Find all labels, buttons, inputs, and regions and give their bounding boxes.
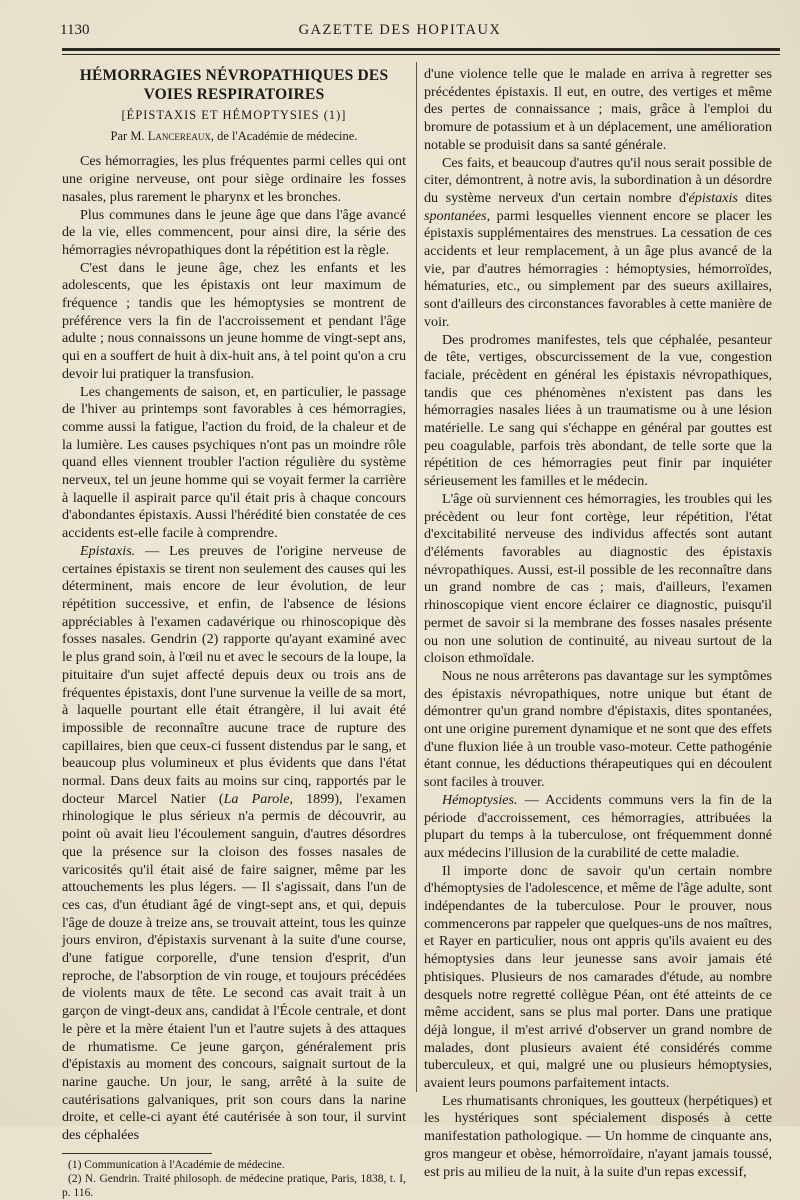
natier-text-post: , 1899), l'examen rhinologique le plus sérieux n'a permis de découvrir, au point où avait lieu l'écoulement sanguin, d'autres désordres que la présence sur la cloison des fosses nasales de varicosités qu'il était aisé de faire saigner, même par les attouchements les plus légers. — Il s'agissait, dans l'un de ces cas, d'un étudiant âgé de vingt-sept ans, et qui, depuis l'âge de douze à treize ans, se trouvait atteint, tous les quinze jours environ, d'épistaxis survenant à la suite d'une course, d'une fatigue corporelle, d'une tension d'esprit, d'un reproche, de l'absorption de vin rouge, et toujours précédées de violents maux de tête. Le second cas avait trait à un garçon de vingt-deux ans, candidat à l'École centrale, et dont le père et la mère étaient l'un et l'autre sujets à des attaques de rhumatisme. Ce jeune garçon, généralement pris d'épistaxis au moment des concours, saignait surtout de la narine gauche. Un jour, le sang, arrêté à la suite de cautérisations galvaniques, prit son cours dans la narine droite, et celle-ci ayant été cautérisée à son tour, il survint des céphalées [62,790,406,1144]
subordination-text-post: , parmi lesquelles viennent encore se placer les épistaxis supplémentaires des menstrues. La cessation de ces accidents et leur remplacement, à un âge plus avancé de la vie, par d'autres hémorragies : hémoptysies, hémorroïdes, hématuries, etc., ou simplement par des sueurs axillaires, sont d'ailleurs des circonstances favorables à cette manière de voir. [424,207,772,330]
paragraph-diagnosis: L'âge où surviennent ces hémorragies, les troubles qui les précèdent ou leur font cortège, leur répétition, l'état d'excitabilité nerveuse des individus affectés sont autant d'éléments favorables au diagnostic des épistaxis névropathiques. Aussi, est-il possible de les reconnaître dans un grand nombre de cas ; mais, d'ailleurs, l'examen rhinoscopique vient encore éclairer ce diagnostic, puisqu'il permet de savoir si la membrane des fosses nasales présente ou non une solution de continuité, au niveau surtout de la cloison ethmoïdale. [424,490,772,667]
author-suffix: de l'Académie de médecine. [217,128,358,143]
article-author [62,128,406,146]
subordination-em-spontanees: spontanées [424,207,487,224]
column-divider [416,62,417,1092]
author-name: Lancereaux, [147,128,214,143]
paragraph-age: Plus communes dans le jeune âge que dans l'âge avancé de la vie, elles commencent, pour ainsi dire, la série des hémorragies névropathiques dont la répétition est la règle. [62,206,406,258]
left-column [62,66,407,1199]
paragraph-tuberculosis: Il importe donc de savoir qu'un certain nombre d'hémoptysies de l'adolescence, et même de l'âge adulte, sont indépendantes de la tuberculose. Pour le prouver, nous commencerons par rappeler que quelques-uns de nos maîtres, et Rayer en particulier, nous ont appris qu'ils avaient eu des hémoptysies dans leur jeunesse sans avoir jamais été phtisiques. Plusieurs de nos camarades d'étude, au nombre desquels notre regretté collègue Péan, ont été atteints de ce même accident, sans se plus mal porter. Dans une pratique déjà longue, il m'est arrivé d'observer un grand nombre de malades, dont plusieurs avaient été considérés comme tuberculeux, et qui, malgré une ou plusieurs hémoptysies, avaient leurs poumons parfaitement intacts. [424,862,772,1092]
epistaxis-text: — Les preuves de l'origine nerveuse de certaines épistaxis se tirent non seulement des causes qui les déterminent, mais encore de leur évolution, de leur répétition successive, et enfin, de l'absence de lésions appréciables à l'examen cadavérique ou rhinoscopique dès fosses nasales. Gendrin (2) rapporte qu'ayant examiné avec le plus grand soin, à l'œil nu et avec le secours de la loupe, la pituitaire d'un sujet affecté depuis deux ou trois ans de fréquentes épistaxis, dont l'une survenue la veille de sa mort, à laquelle pourtant elle était étrangère, il lui avait été impossible de reconnaître aucune trace de rupture des capillaires, bien que ceux-ci fussent distendus par le sang, et beaucoup plus volumineux et plus évidents que dans l'état normal. [62,542,406,790]
footnote-1: (1) Communication à l'Académie de médecine. [68,1158,285,1171]
author-prefix: Par M. [110,128,145,143]
natier-text-pre: Dans deux faits au moins sur cinq, rapportés par le docteur Marcel Natier ( [62,773,407,807]
subordination-em-epistaxis: épistaxis [688,189,738,206]
right-column [424,66,772,1180]
footnote-2: (2) N. Gendrin. Traité philosoph. de médecine pratique, Paris, 1838, t. I, p. 116. [62,1173,406,1199]
epistaxis-heading: Epistaxis. [80,542,136,559]
paragraph-continued: d'une violence telle que le malade en arriva à regretter ses précédentes épistaxis. Il eut, en outre, des vertiges et même des pertes de connaissance ; mais, grâce à l'emploi du bromure de potassium et à un déplacement, une amélioration notable se produisit dans sa santé générale. [424,66,772,153]
paragraph-causes: Les changements de saison, et, en particulier, le passage de l'hiver au printemps sont favorables à ces hémorragies, comme aussi la fatigue, l'action du froid, de la chaleur et de la lumière. Les causes psychiques n'ont pas un moindre rôle quand elles viennent troubler l'action régulière du système nerveux, tel un jeune homme qui se voyait fermer la carrière à laquelle il aspirait parce qu'il était pris à chaque concours d'abondantes épistaxis. Aussi l'hérédité bien constatée de ces accidents est-elle facile à comprendre. [62,383,406,542]
hemoptysies-heading: Hémoptysies. [442,791,518,808]
header-rule-thick [62,48,780,51]
running-title: GAZETTE DES HOPITAUX [298,22,502,38]
paragraph-rheumatic: Les rhumatisants chroniques, les goutteux (herpétiques) et les hystériques sont spécialement disposés à cette manifestation pathologique. — Un homme de cinquante ans, gros mangeur et obèse, hémorroïdaire, n'ayant jamais toussé, est pris au milieu de la nuit, à la suite d'un repas excessif, [424,1092,772,1180]
footnote-rule [62,1153,212,1154]
article-subtitle: [ÉPISTAXIS ET HÉMOPTYSIES (1)] [121,108,347,122]
page-number: 1130 [60,22,90,38]
subordination-text-mid: dites [737,189,772,206]
paragraph-prodromes: Des prodromes manifestes, tels que céphalée, pesanteur de tête, vertiges, obscurcissement de la vue, congestion faciale, précèdent en général les épistaxis névropathiques, tandis que ces phénomènes n'existent pas dans les hémorragies nasales liées à un traumatisme ou à une lésion matérielle. Le sang qui s'échappe en général par gouttes est peu coagulable, parfois très abondant, de telle sorte que la répétition de ces hémorragies peut finir par inquiéter sérieusement les familles et le médecin. [424,331,772,490]
paragraph-hemoptysies [424,792,772,863]
paragraph-intro: Ces hémorragies, les plus fréquentes parmi celles qui ont une origine nerveuse, ont pour siège ordinaire les fosses nasales, plus rarement le pharynx et les bronches. [62,153,406,205]
header-rule-thin [62,54,780,55]
paragraph-subordination [424,155,772,332]
paragraph-youth: C'est dans le jeune âge, chez les enfants et les adolescents, que les épistaxis ont leur maximum de fréquence ; tandis que les hémoptysies se montrent de préférence vers la fin de l'accroissement et pendant l'âge adulte ; nous connaissons un jeune homme de vingt-sept ans, qui en a souffert de huit à dix-huit ans, à tel point qu'on a cru devoir lui pratiquer la transfusion. [62,259,406,382]
article-title: HÉMORRAGIES NÉVROPATHIQUES DES VOIES RESPIRATOIRES [79,67,389,103]
natier-journal: La Parole [223,790,290,807]
paragraph-symptoms: Nous ne nous arrêterons pas davantage sur les symptômes des épistaxis névropathiques, notre unique but étant de démontrer qu'un grand nombre d'épistaxis, dites spontanées, ont une origine purement dynamique et ne sont que des effets d'une fluxion liée à un trouble vaso-moteur. Cette pathogénie étant connue, les déductions thérapeutiques qui en découlent sont faciles à trouver. [424,667,772,791]
hemoptysies-text: — Accidents communs vers la fin de la période d'accroissement, ces hémorragies, attribuées la plupart du temps à la tuberculose, ont fréquemment donné aux médecins l'illusion de la curabilité de cette maladie. [424,791,772,861]
paragraph-epistaxis [62,543,406,1145]
subordination-text-pre: Ces faits, et beaucoup d'autres qu'il nous serait possible de citer, démontrent, à notre avis, la subordination à un désordre du système nerveux d'un certain nombre d' [424,154,772,206]
